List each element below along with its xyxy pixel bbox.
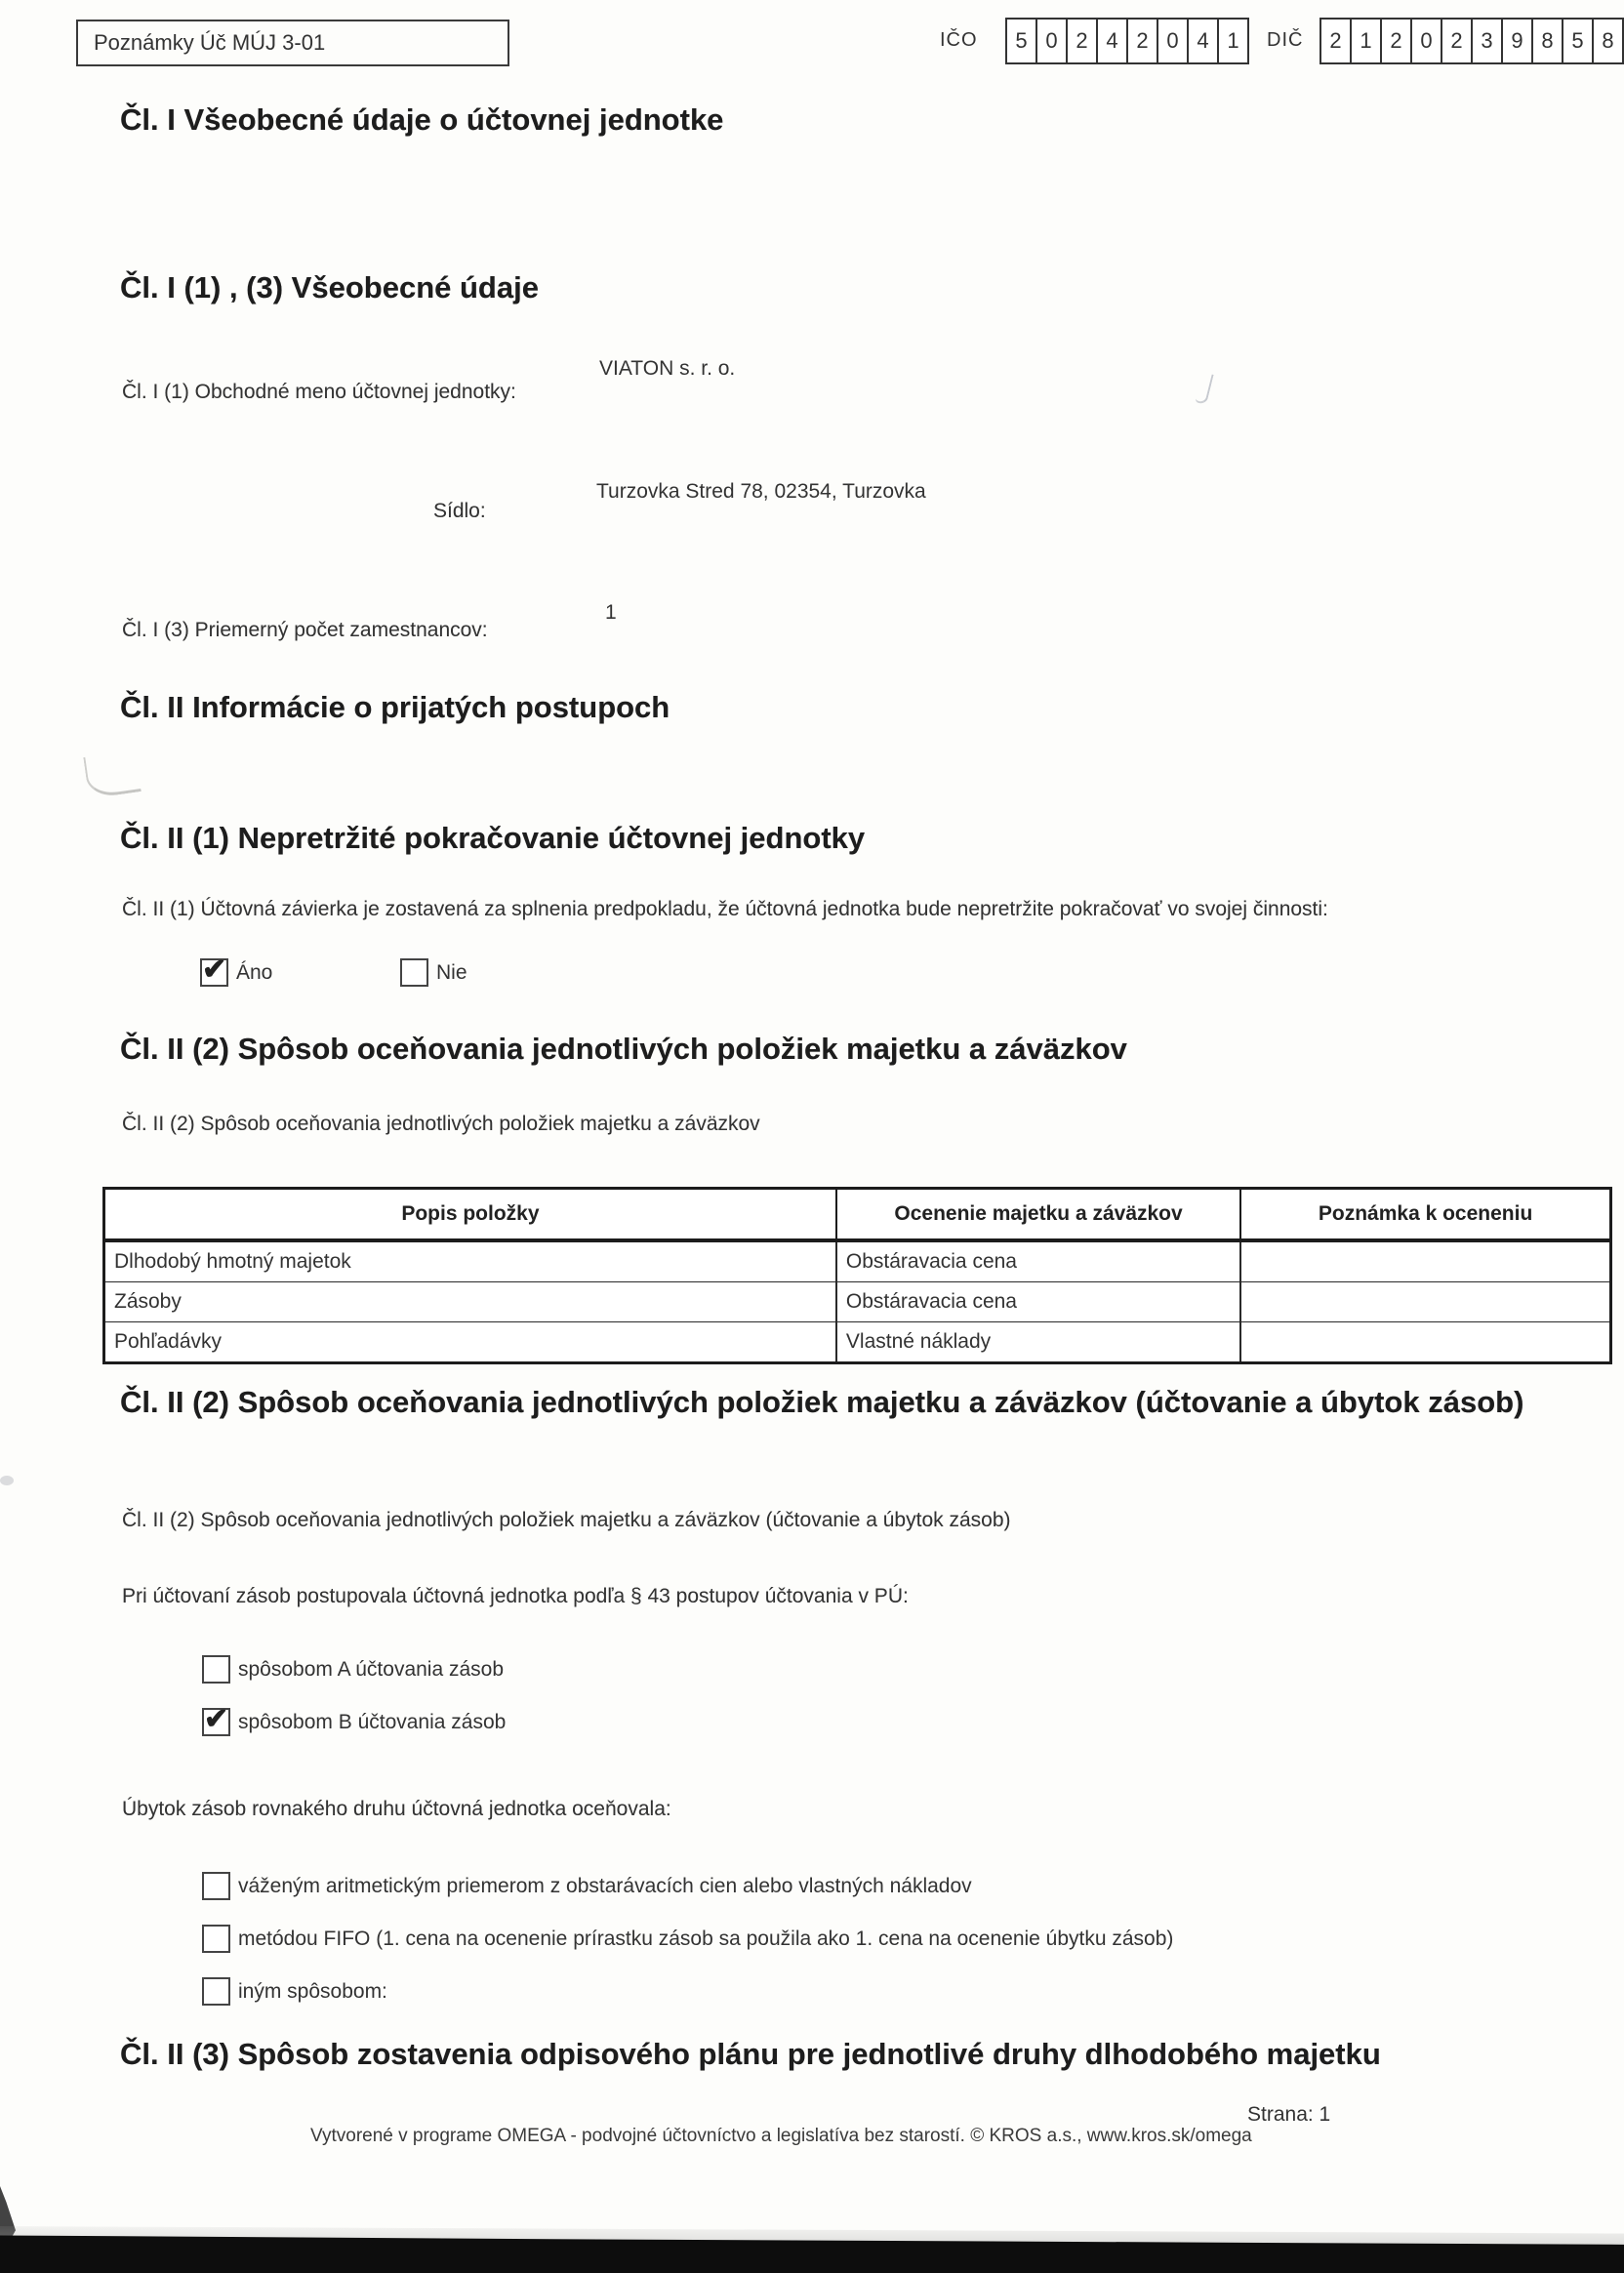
dic-digit-cell: 2	[1442, 20, 1473, 62]
ico-digit-cell: 4	[1189, 20, 1219, 62]
stock-method-b-label: spôsobom B účtovania zásob	[238, 1710, 507, 1733]
form-code-box	[76, 20, 509, 66]
dic-label: DIČ	[1267, 29, 1304, 51]
stock-method-intro: Pri účtovaní zásob postupovala účtovná jednotka podľa § 43 postupov účtovania v PÚ:	[122, 1585, 909, 1607]
ico-digit-cell: 0	[1158, 20, 1189, 62]
cell-valuation: Obstáravacia cena	[836, 1282, 1240, 1322]
form-code-label: Poznámky Úč MÚJ 3-01	[94, 30, 326, 55]
footer-credit: Vytvorené v programe OMEGA - podvojné účtovníctvo a legislatíva bez starostí. © KROS a.s., www.kros.sk/omega	[310, 2126, 1252, 2146]
stock-weighted-option	[202, 1872, 972, 1900]
dic-digit-cell: 8	[1533, 20, 1563, 62]
dic-digit-cell: 2	[1321, 20, 1352, 62]
check-icon: ✔	[203, 1702, 229, 1735]
valuation-note: Čl. II (2) Spôsob oceňovania jednotlivých položiek majetku a záväzkov	[122, 1113, 760, 1135]
dic-digit-cell: 9	[1503, 20, 1533, 62]
title-depreciation: Čl. II (3) Spôsob zostavenia odpisového plánu pre jednotlivé druhy dlhodobého majetku	[120, 2037, 1381, 2071]
table-row	[104, 1322, 1611, 1363]
page-number: Strana: 1	[1247, 2103, 1331, 2126]
ico-digit-cell: 2	[1068, 20, 1098, 62]
business-name-label: Čl. I (1) Obchodné meno účtovnej jednotky:	[122, 381, 516, 403]
ico-digit-cell: 5	[1007, 20, 1037, 62]
cell-note	[1240, 1322, 1610, 1363]
subsection-title-general-data: Čl. I (1) , (3) Všeobecné údaje	[120, 270, 539, 304]
stock-fifo-label: metódou FIFO (1. cena na ocenenie prírastku zásob sa použila ako 1. cena na ocenenie úbytku zásob)	[238, 1927, 1174, 1950]
cell-valuation: Obstáravacia cena	[836, 1240, 1240, 1282]
stock-fifo-option	[202, 1925, 1173, 1953]
col-header-valuation: Ocenenie majetku a záväzkov	[836, 1189, 1240, 1241]
ico-digit-boxes	[1005, 18, 1249, 64]
table-row	[104, 1282, 1611, 1322]
stock-method-b-checkbox[interactable]	[202, 1702, 230, 1736]
ico-digit-cell: 0	[1037, 20, 1068, 62]
cell-item: Pohľadávky	[104, 1322, 836, 1363]
dic-digit-cell: 0	[1412, 20, 1442, 62]
continuity-no-label: Nie	[436, 960, 467, 984]
section-title-general: Čl. I Všeobecné údaje o účtovnej jednotke	[120, 102, 724, 137]
continuity-yes-checkbox[interactable]	[200, 953, 228, 987]
dic-digit-cell: 3	[1473, 20, 1503, 62]
scan-curl-artifact	[83, 750, 141, 798]
scan-smudge	[0, 1476, 14, 1485]
stock-method-a-checkbox[interactable]	[202, 1655, 230, 1684]
continuity-yes-option	[200, 953, 273, 987]
stock-other-checkbox[interactable]	[202, 1977, 230, 2006]
scan-smudge	[1195, 372, 1213, 405]
valuation-table	[102, 1187, 1612, 1364]
stock-weighted-checkbox[interactable]	[202, 1872, 230, 1900]
check-icon: ✔	[201, 953, 227, 986]
stock-decrease-intro: Úbytok zásob rovnakého druhu účtovná jednotka oceňovala:	[122, 1798, 671, 1820]
dic-digit-cell: 5	[1563, 20, 1594, 62]
employees-label: Čl. I (3) Priemerný počet zamestnancov:	[122, 619, 488, 641]
section-title-procedures: Čl. II Informácie o prijatých postupoch	[120, 690, 670, 724]
cell-valuation: Vlastné náklady	[836, 1322, 1240, 1363]
dic-digit-boxes	[1320, 18, 1624, 64]
title-stock-valuation: Čl. II (2) Spôsob oceňovania jednotlivých položiek majetku a záväzkov (účtovanie a úbytok zásob)	[120, 1385, 1524, 1419]
continuity-no-option	[400, 958, 467, 987]
stock-weighted-label: váženým aritmetickým priemerom z obstarávacích cien alebo vlastných nákladov	[238, 1874, 972, 1897]
ico-digit-cell: 4	[1098, 20, 1128, 62]
stock-fifo-checkbox[interactable]	[202, 1925, 230, 1953]
cell-note	[1240, 1240, 1610, 1282]
cell-item: Zásoby	[104, 1282, 836, 1322]
title-continuity: Čl. II (1) Nepretržité pokračovanie účtovnej jednotky	[120, 821, 866, 855]
dic-digit-cell: 2	[1382, 20, 1412, 62]
dic-digit-cell: 1	[1352, 20, 1382, 62]
col-header-note: Poznámka k oceneniu	[1240, 1189, 1610, 1241]
stock-method-a-option	[202, 1655, 504, 1684]
title-valuation: Čl. II (2) Spôsob oceňovania jednotlivých položiek majetku a záväzkov	[120, 1032, 1127, 1066]
stock-method-a-label: spôsobom A účtovania zásob	[238, 1657, 505, 1681]
ico-label: IČO	[940, 29, 978, 51]
ico-digit-cell: 1	[1227, 28, 1239, 53]
continuity-no-checkbox[interactable]	[400, 958, 428, 987]
stock-other-label: iným spôsobom:	[238, 1979, 387, 2003]
dic-digit-cell: 8	[1602, 28, 1614, 53]
cell-item: Dlhodobý hmotný majetok	[104, 1240, 836, 1282]
cell-note	[1240, 1282, 1610, 1322]
ico-digit-cell: 2	[1128, 20, 1158, 62]
valuation-table-header-row	[104, 1189, 1611, 1241]
continuity-statement: Čl. II (1) Účtovná závierka je zostavená za splnenia predpokladu, že účtovná jednotka bude nepretržite pokračovať vo svojej činnosti:	[122, 898, 1328, 920]
seat-value: Turzovka Stred 78, 02354, Turzovka	[596, 480, 926, 503]
seat-label: Sídlo:	[433, 500, 486, 522]
col-header-item: Popis položky	[104, 1189, 836, 1241]
stock-method-b-option	[202, 1702, 507, 1736]
stock-other-option	[202, 1977, 387, 2006]
continuity-yes-label: Áno	[236, 960, 273, 984]
employees-value: 1	[605, 601, 617, 624]
table-row	[104, 1240, 1611, 1282]
business-name-value: VIATON s. r. o.	[599, 357, 736, 380]
stock-note: Čl. II (2) Spôsob oceňovania jednotlivých položiek majetku a záväzkov (účtovanie a úbytok zásob)	[122, 1509, 1011, 1531]
